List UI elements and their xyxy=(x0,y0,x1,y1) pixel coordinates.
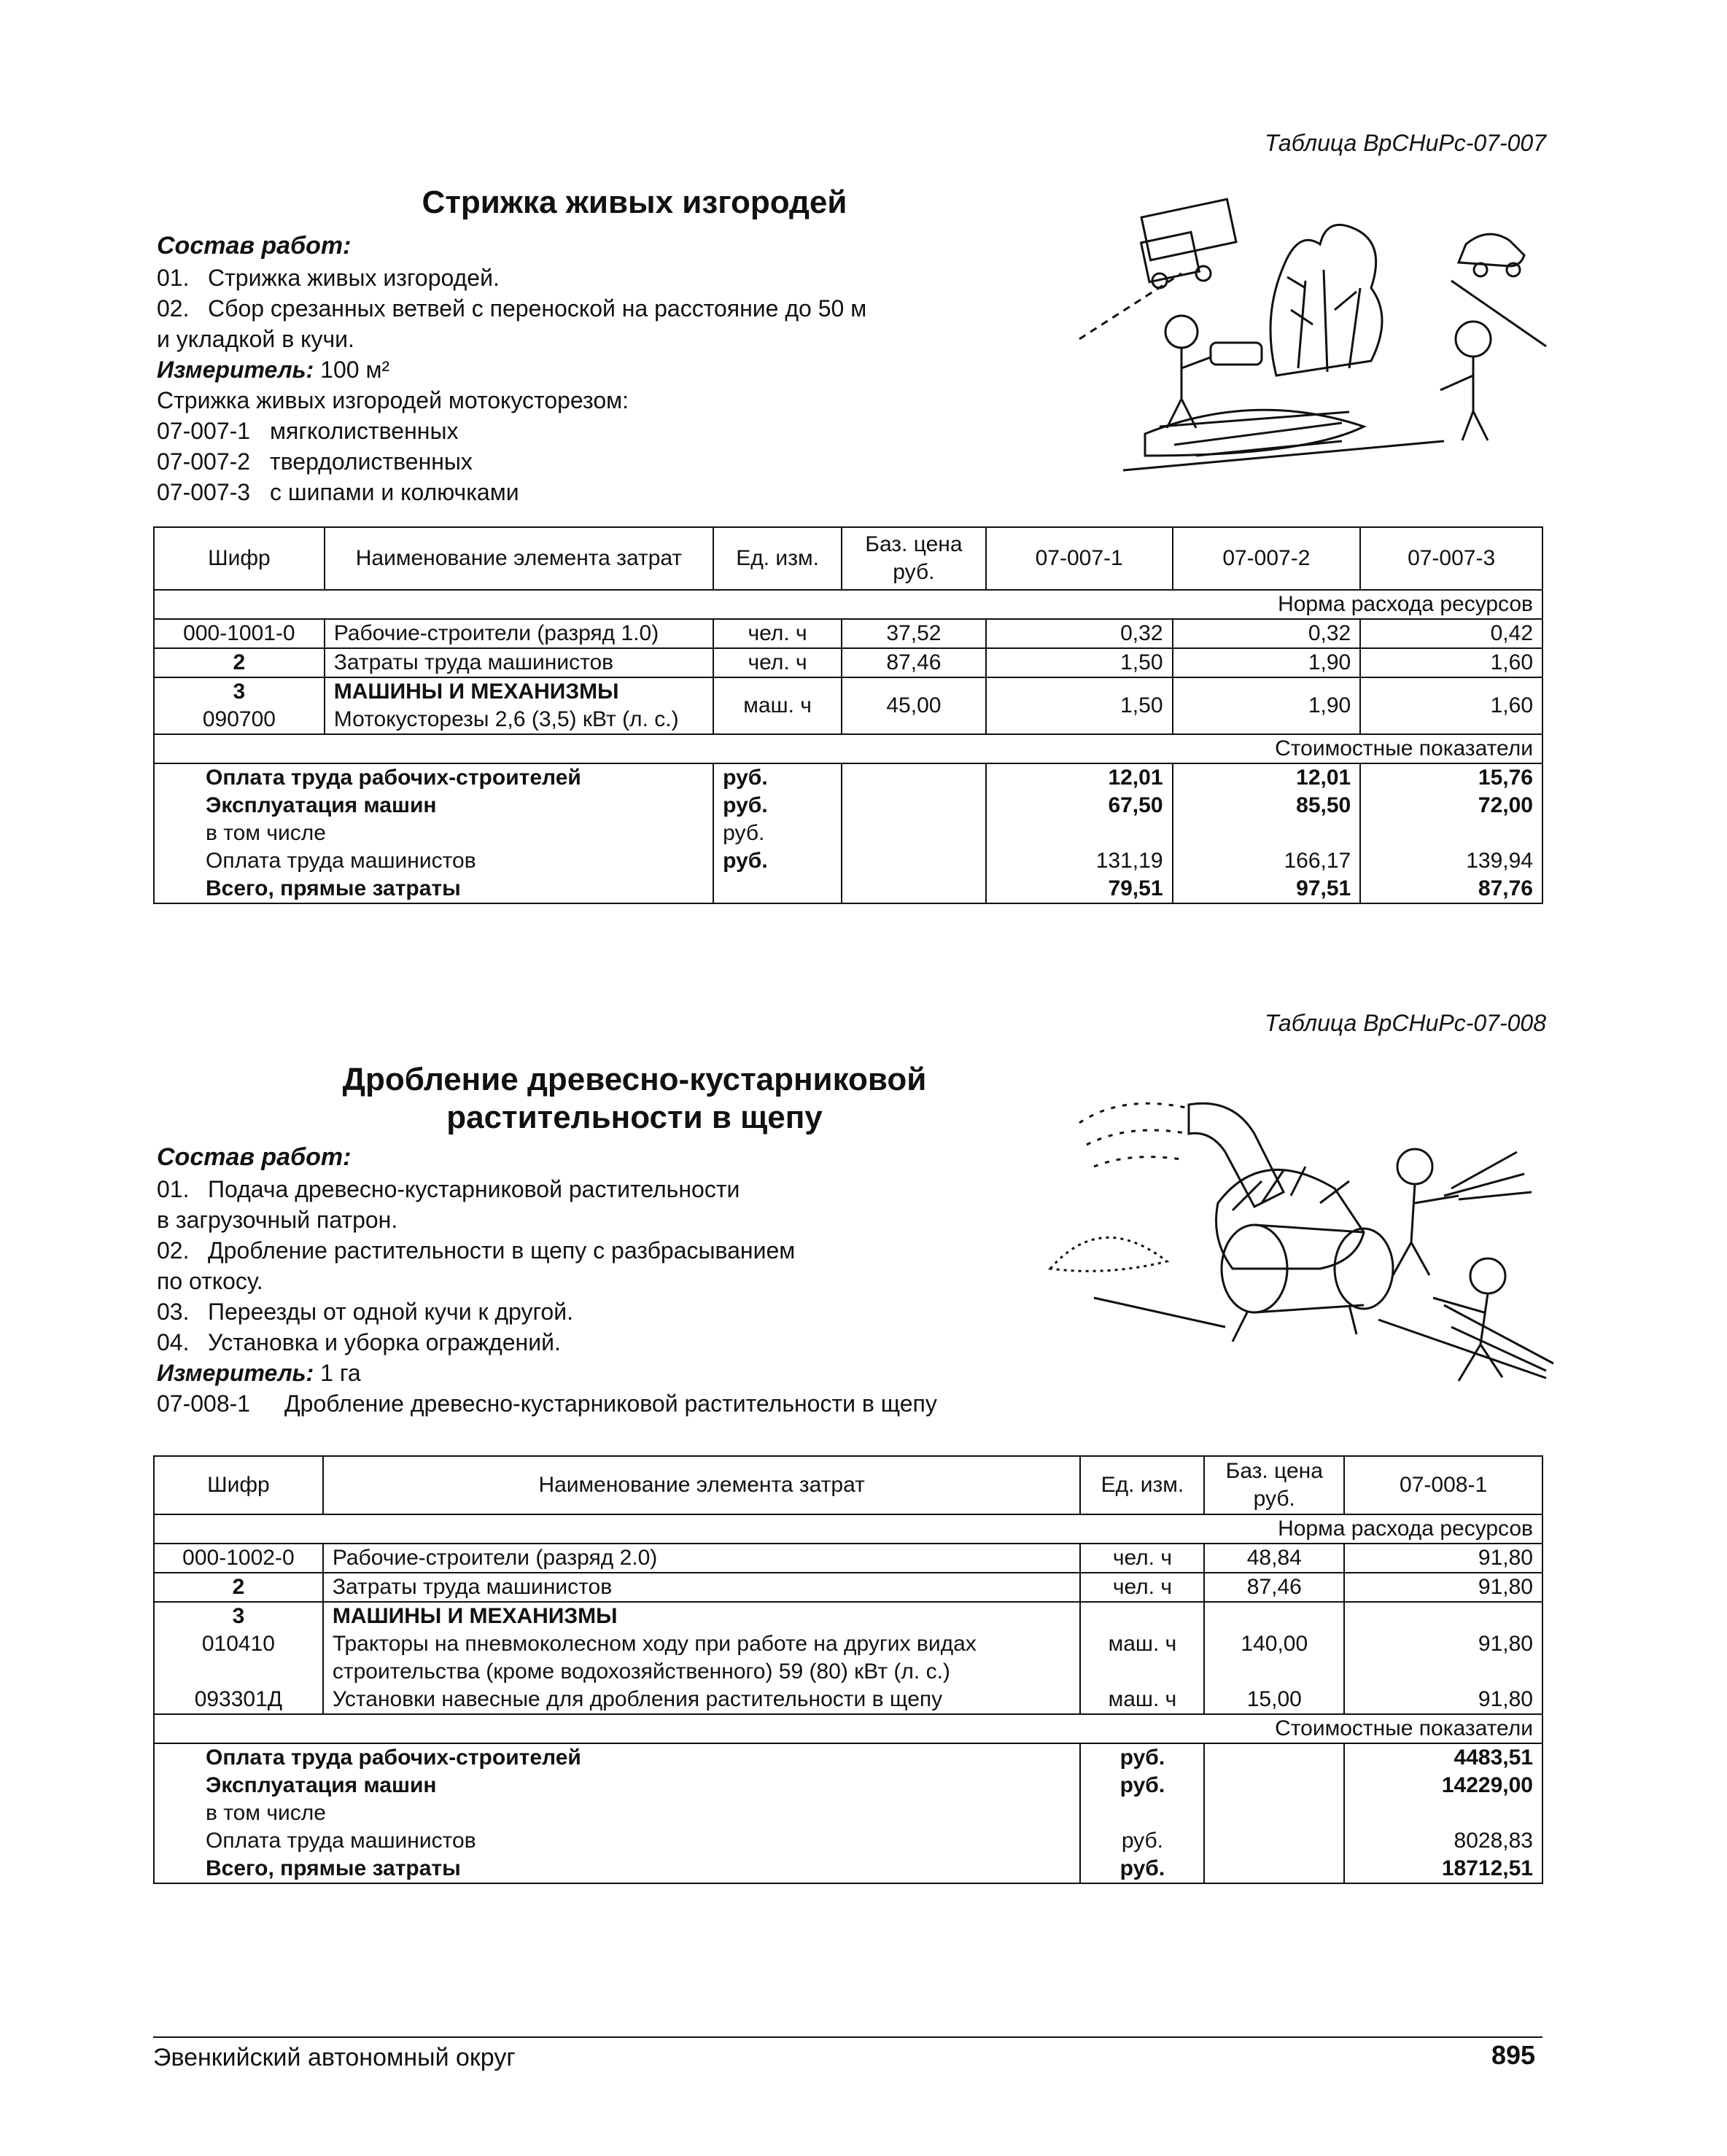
cost-value: 12,01 xyxy=(1108,766,1163,790)
unit: маш. ч xyxy=(1108,1687,1177,1711)
cost-value: 139,94 xyxy=(1466,849,1533,873)
cost-value: 87,76 xyxy=(1478,876,1533,900)
code-item: 07-007-3 с шипами и колючками xyxy=(157,479,519,505)
header-cell: 07-007-1 xyxy=(986,527,1173,590)
cell-price: 48,84 xyxy=(1204,1544,1344,1573)
work-item: 01. Подача древесно-кустарниковой растительности xyxy=(157,1176,740,1202)
cell-code xyxy=(154,677,325,734)
spacer xyxy=(1214,1658,1335,1686)
cost-unit: руб. xyxy=(723,793,768,817)
table-row xyxy=(154,1573,1542,1602)
cost-name: Оплата труда рабочих-строителей xyxy=(206,766,581,790)
cost-col-1 xyxy=(1344,1743,1542,1883)
cell-value: 1,50 xyxy=(986,677,1173,734)
cost-units xyxy=(713,763,842,903)
cell-price: 87,46 xyxy=(842,648,986,677)
cost-unit: руб. xyxy=(1121,1829,1164,1853)
table-header-row xyxy=(154,1456,1542,1514)
header-cell: Ед. изм. xyxy=(713,527,842,590)
cost-value: 97,51 xyxy=(1296,876,1351,900)
machine-code: 093301Д xyxy=(194,1687,283,1711)
header-cell: Наименование элемента затрат xyxy=(325,527,713,590)
norm-label-row xyxy=(154,1514,1542,1544)
work-item-cont: и укладкой в кучи. xyxy=(157,326,354,352)
table-label: Таблица ВрСНиРс-07-008 xyxy=(1265,1010,1546,1036)
work-item-cont: по откосу. xyxy=(157,1268,263,1294)
machine-name: Тракторы на пневмоколесном ходу при работе на других видах строительства (кроме водохозяйственного) 59 (80) кВт (л. с.) xyxy=(332,1632,977,1684)
header-cell: Шифр xyxy=(154,1456,323,1514)
cost-name: Всего, прямые затраты xyxy=(206,1856,461,1880)
cell-name: Затраты труда машинистов xyxy=(323,1573,1081,1602)
sostav-label: Состав работ: xyxy=(157,1143,352,1171)
spacer xyxy=(1354,1658,1533,1686)
page-number: 895 xyxy=(1491,2040,1536,2070)
header-cell: 07-007-3 xyxy=(1360,527,1542,590)
resource-table xyxy=(153,1455,1543,1884)
norm-label: Норма расхода ресурсов xyxy=(154,590,1542,619)
header-cell: 07-008-1 xyxy=(1344,1456,1542,1514)
machine-name: Мотокусторезы 2,6 (3,5) кВт (л. с.) xyxy=(333,707,679,731)
cell-price: 37,52 xyxy=(842,619,986,648)
cell-name xyxy=(325,677,713,734)
norm-label: Норма расхода ресурсов xyxy=(154,1514,1542,1544)
cell-name xyxy=(323,1602,1081,1714)
cost-value: 131,19 xyxy=(1095,849,1163,873)
group-code: 3 xyxy=(232,1604,245,1628)
cell-price xyxy=(1204,1602,1344,1714)
cell-price: 45,00 xyxy=(842,677,986,734)
table-header-row xyxy=(154,527,1542,590)
cell-unit: чел. ч xyxy=(1080,1573,1204,1602)
cost-names xyxy=(154,763,713,903)
measure: Измеритель: 1 га xyxy=(157,1360,361,1386)
value: 91,80 xyxy=(1478,1632,1533,1656)
price: 140,00 xyxy=(1241,1632,1308,1656)
cell-value: 1,50 xyxy=(986,648,1173,677)
table-label: Таблица ВрСНиРс-07-007 xyxy=(1265,130,1546,156)
spacer xyxy=(1090,1603,1195,1630)
cost-label: Стоимостные показатели xyxy=(154,734,1542,763)
cost-col-1 xyxy=(986,763,1173,903)
footer-divider xyxy=(153,2036,1542,2038)
resource-table xyxy=(153,526,1543,904)
spacer xyxy=(1354,1603,1533,1630)
cost-value: 14229,00 xyxy=(1441,1773,1533,1797)
work-list xyxy=(157,1174,937,1419)
cost-name: Оплата труда машинистов xyxy=(206,1829,476,1853)
cell-name: Рабочие-строители (разряд 1.0) xyxy=(325,619,713,648)
measure: Измеритель: 100 м² xyxy=(157,357,390,383)
cell-code: 2 xyxy=(154,1573,323,1602)
cell-unit: чел. ч xyxy=(713,619,842,648)
header-cell: Наименование элемента затрат xyxy=(323,1456,1081,1514)
cell-value: 1,60 xyxy=(1360,677,1542,734)
cost-name: Оплата труда машинистов xyxy=(206,849,476,873)
cost-label-row xyxy=(154,1714,1542,1743)
cell-unit: маш. ч xyxy=(713,677,842,734)
cell-unit: чел. ч xyxy=(1080,1544,1204,1573)
unit: маш. ч xyxy=(1108,1632,1177,1656)
cell-value xyxy=(1344,1602,1542,1714)
cost-label-row xyxy=(154,734,1542,763)
cost-units xyxy=(1080,1743,1204,1883)
table-row xyxy=(154,619,1542,648)
cost-unit: руб. xyxy=(723,849,768,873)
code-item: 07-007-1 мягколиственных xyxy=(157,418,459,444)
title-line: растительности в щепу xyxy=(446,1100,823,1135)
work-item: 02. Сбор срезанных ветвей с переноской на расстояние до 50 м xyxy=(157,295,867,322)
cost-value: 18712,51 xyxy=(1441,1856,1533,1880)
spacer xyxy=(163,1658,314,1686)
cell-value: 1,90 xyxy=(1173,677,1361,734)
section-title: Стрижка живых изгородей xyxy=(422,184,847,220)
spacer xyxy=(1090,1658,1195,1686)
cost-value xyxy=(996,820,1163,847)
group-name: МАШИНЫ И МЕХАНИЗМЫ xyxy=(332,1604,618,1628)
table-row xyxy=(154,648,1542,677)
spacer xyxy=(1214,1603,1335,1630)
cost-unit: руб. xyxy=(723,766,768,790)
price: 15,00 xyxy=(1246,1687,1302,1711)
sostav-label: Состав работ: xyxy=(157,232,352,260)
cost-unit: руб. xyxy=(1119,1856,1165,1880)
cell-name: Рабочие-строители (разряд 2.0) xyxy=(323,1544,1081,1573)
cost-unit: руб. xyxy=(723,821,765,845)
cost-block xyxy=(154,1743,1542,1883)
cell-code: 000-1001-0 xyxy=(154,619,325,648)
work-list xyxy=(157,262,866,507)
cell-value: 91,80 xyxy=(1344,1544,1542,1573)
group-name: МАШИНЫ И МЕХАНИЗМЫ xyxy=(333,680,619,704)
cost-value xyxy=(1354,1799,1533,1827)
section-title xyxy=(219,1061,1050,1137)
cell-unit: чел. ч xyxy=(713,648,842,677)
cell-value: 1,90 xyxy=(1173,648,1361,677)
cost-name: Всего, прямые затраты xyxy=(206,876,461,900)
header-cell: Шифр xyxy=(154,527,325,590)
cell-value: 1,60 xyxy=(1360,648,1542,677)
cost-col-2 xyxy=(1173,763,1361,903)
header-cell: 07-007-2 xyxy=(1173,527,1361,590)
cost-block xyxy=(154,763,1542,903)
cost-value: 72,00 xyxy=(1478,793,1533,817)
wood-chipper-illustration xyxy=(1036,1086,1561,1407)
cost-value: 85,50 xyxy=(1296,793,1351,817)
work-item: 04. Установка и уборка ограждений. xyxy=(157,1329,561,1355)
work-item: 01. Стрижка живых изгородей. xyxy=(157,265,500,291)
cell-code: 000-1002-0 xyxy=(154,1544,323,1573)
cell-name: Затраты труда машинистов xyxy=(325,648,713,677)
table-row xyxy=(154,1602,1542,1714)
cost-value xyxy=(1182,820,1351,847)
cost-unit: руб. xyxy=(1119,1773,1165,1797)
title-line: Дробление древесно-кустарниковой xyxy=(342,1062,927,1097)
cell-value: 0,32 xyxy=(1173,619,1361,648)
table-row xyxy=(154,677,1542,734)
work-item: 03. Переезды от одной кучи к другой. xyxy=(157,1299,573,1325)
value: 91,80 xyxy=(1478,1687,1533,1711)
cost-name: Эксплуатация машин xyxy=(206,793,437,817)
machine-code: 010410 xyxy=(201,1632,275,1656)
header-cell: Ед. изм. xyxy=(1080,1456,1204,1514)
code-item: 07-007-2 твердолиственных xyxy=(157,448,473,475)
cost-value: 15,76 xyxy=(1478,766,1533,790)
cell-value: 91,80 xyxy=(1344,1573,1542,1602)
cost-name: Оплата труда рабочих-строителей xyxy=(206,1746,581,1770)
cost-name: в том числе xyxy=(206,821,326,845)
machine-code: 090700 xyxy=(202,707,276,731)
cost-name: Эксплуатация машин xyxy=(206,1773,437,1797)
cell-unit xyxy=(1080,1602,1204,1714)
cost-price-empty xyxy=(842,763,986,903)
cost-unit: руб. xyxy=(1119,1746,1165,1770)
cell-code xyxy=(154,1602,323,1714)
header-cell: Баз. цена руб. xyxy=(842,527,986,590)
cost-value: 67,50 xyxy=(1108,793,1163,817)
work-item: 02. Дробление растительности в щепу с разбрасыванием xyxy=(157,1237,796,1264)
cost-value xyxy=(1370,820,1533,847)
cell-value: 0,42 xyxy=(1360,619,1542,648)
machine-name: Установки навесные для дробления растительности в щепу xyxy=(332,1687,943,1711)
cell-price: 87,46 xyxy=(1204,1573,1344,1602)
cost-label: Стоимостные показатели xyxy=(154,1714,1542,1743)
cell-value: 0,32 xyxy=(986,619,1173,648)
cell-code: 2 xyxy=(154,648,325,677)
group-code: 3 xyxy=(233,680,246,704)
norm-label-row xyxy=(154,590,1542,619)
cost-price-empty xyxy=(1204,1743,1344,1883)
intro: Стрижка живых изгородей мотокусторезом: xyxy=(157,387,629,413)
cost-value: 8028,83 xyxy=(1454,1829,1533,1853)
table-row xyxy=(154,1544,1542,1573)
cost-col-3 xyxy=(1360,763,1542,903)
cost-value: 12,01 xyxy=(1296,766,1351,790)
cost-unit xyxy=(1090,1799,1195,1827)
hedge-trimming-illustration xyxy=(1036,193,1561,485)
cost-name: в том числе xyxy=(206,1801,326,1825)
cost-value: 4483,51 xyxy=(1454,1746,1533,1770)
footer-region: Эвенкийский автономный округ xyxy=(153,2044,516,2071)
cost-value: 79,51 xyxy=(1108,876,1163,900)
cost-names xyxy=(154,1743,1080,1883)
work-item-cont: в загрузочный патрон. xyxy=(157,1207,398,1233)
header-cell: Баз. цена руб. xyxy=(1204,1456,1344,1514)
cost-value: 166,17 xyxy=(1284,849,1351,873)
code-item: 07-008-1 Дробление древесно-кустарниковой растительности в щепу xyxy=(157,1390,937,1417)
